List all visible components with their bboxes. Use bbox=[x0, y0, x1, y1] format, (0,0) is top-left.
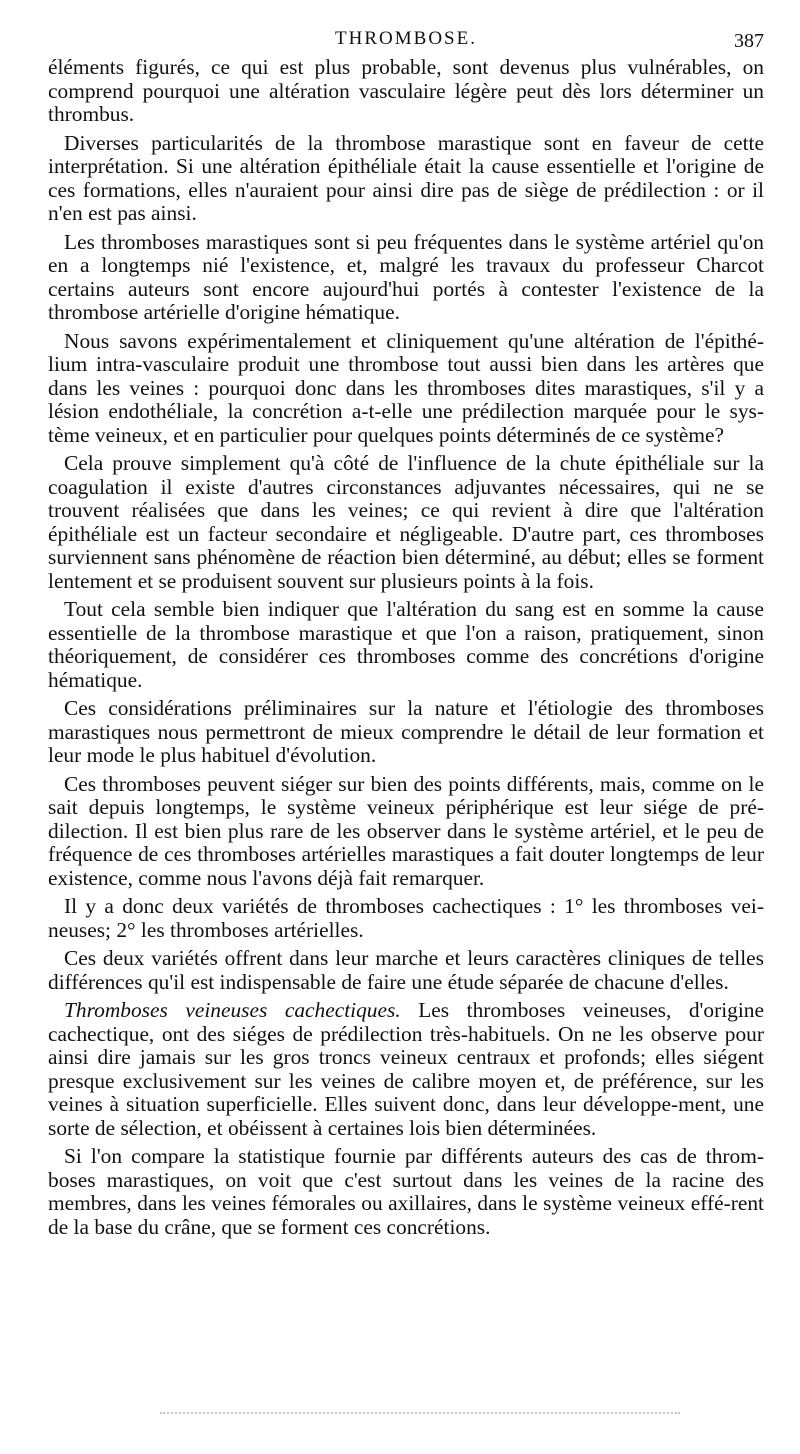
paragraph: Tout cela semble bien indiquer que l'altération du sang est en somme la cause essentielle de la thrombose marastique et que l'on a raison, pratiquement, sinon théoriquement, de considérer ces thromboses comme des concrétions d'origine hématique. bbox=[48, 597, 764, 692]
paragraph: Si l'on compare la statistique fournie par différents auteurs des cas de throm-boses marastiques, on voit que c'est surtout dans les veines de la racine des membres, dans les veines fémorales ou axillaires, dans le système veineux effé-rent de la base du crâne, que se forment ces concrétions. bbox=[48, 1144, 764, 1239]
running-title: THROMBOSE. bbox=[335, 28, 477, 49]
paragraph: Cela prouve simplement qu'à côté de l'influence de la chute épithéliale sur la coagulation il existe d'autres circonstances adjuvantes nécessaires, qui ne se trouvent réalisées que dans les veines; ce qui revient à dire que l'altération épithéliale est un facteur secondaire et négligeable. D'autre part, ces thromboses surviennent sans phénomène de réaction bien déterminé, au début; elles se forment lentement et se produisent souvent sur plusieurs points à la fois. bbox=[48, 451, 764, 593]
section-paragraph-text: Les thromboses veineuses, d'origine cachectique, ont des siéges de prédilection très-habituels. On ne les observe pour ainsi dire jamais sur les gros troncs veineux centraux et profonds; elles siégent presque exclusivement sur les veines de calibre moyen et, de préférence, sur les veines à situation superficielle. Elles suivent donc, dans leur développe-ment, une sorte de sélection, et obéissent à certaines lois bien déterminées. bbox=[48, 998, 764, 1140]
paragraph: Nous savons expérimentalement et cliniquement qu'une altération de l'épithé-lium intra-vasculaire produit une thrombose tout aussi bien dans les artères que dans les veines : pourquoi donc dans les thromboses dites marastiques, s'il y a lésion endothéliale, la concrétion a-t-elle une prédilection marquée pour le sys-tème veineux, et en particulier pour quelques points déterminés de ce système? bbox=[48, 328, 764, 447]
paragraph: Diverses particularités de la thrombose marastique sont en faveur de cette interprétation. Si une altération épithéliale était la cause essentielle et l'origine de ces formations, elles n'auraient pour ainsi dire pas de siège de prédilection : or il n'en est pas ainsi. bbox=[48, 130, 764, 225]
running-header bbox=[48, 28, 764, 54]
paragraph: Ces thromboses peuvent siéger sur bien des points différents, mais, comme on le sait depuis longtemps, le système veineux périphérique est leur siége de pré-dilection. Il est bien plus rare de les observer dans le système artériel, et le peu de fréquence de ces thromboses artérielles marastiques a fait douter longtemps de leur existence, comme nous l'avons déjà fait remarquer. bbox=[48, 771, 764, 890]
paragraph: Ces deux variétés offrent dans leur marche et leurs caractères cliniques de telles différences qu'il est indispensable de faire une étude séparée de chacune d'elles. bbox=[48, 946, 764, 994]
section-heading: Thromboses veineuses cachectiques. bbox=[64, 998, 401, 1022]
paragraph: Les thromboses marastiques sont si peu fréquentes dans le système artériel qu'on en a longtemps nié l'existence, et, malgré les travaux du professeur Charcot certains auteurs sont encore aujourd'hui portés à contester l'existence de la thrombose artérielle d'origine hématique. bbox=[48, 229, 764, 324]
section-paragraph bbox=[48, 999, 764, 1140]
paragraph: Ces considérations préliminaires sur la nature et l'étiologie des thromboses marastiques nous permettront de mieux comprendre le détail de leur formation et leur mode le plus habituel d'évolution. bbox=[48, 696, 764, 767]
body-text bbox=[48, 56, 764, 1244]
paragraph: Il y a donc deux variétés de thromboses cachectiques : 1° les thromboses vei-neuses; 2° les thromboses artérielles. bbox=[48, 894, 764, 942]
page-number: 387 bbox=[734, 30, 764, 52]
footer-print-artifact bbox=[160, 1412, 680, 1418]
paragraph-continued: éléments figurés, ce qui est plus probable, sont devenus plus vulnérables, on comprend pourquoi une altération vasculaire légère peut dès lors déterminer un thrombus. bbox=[48, 55, 764, 126]
